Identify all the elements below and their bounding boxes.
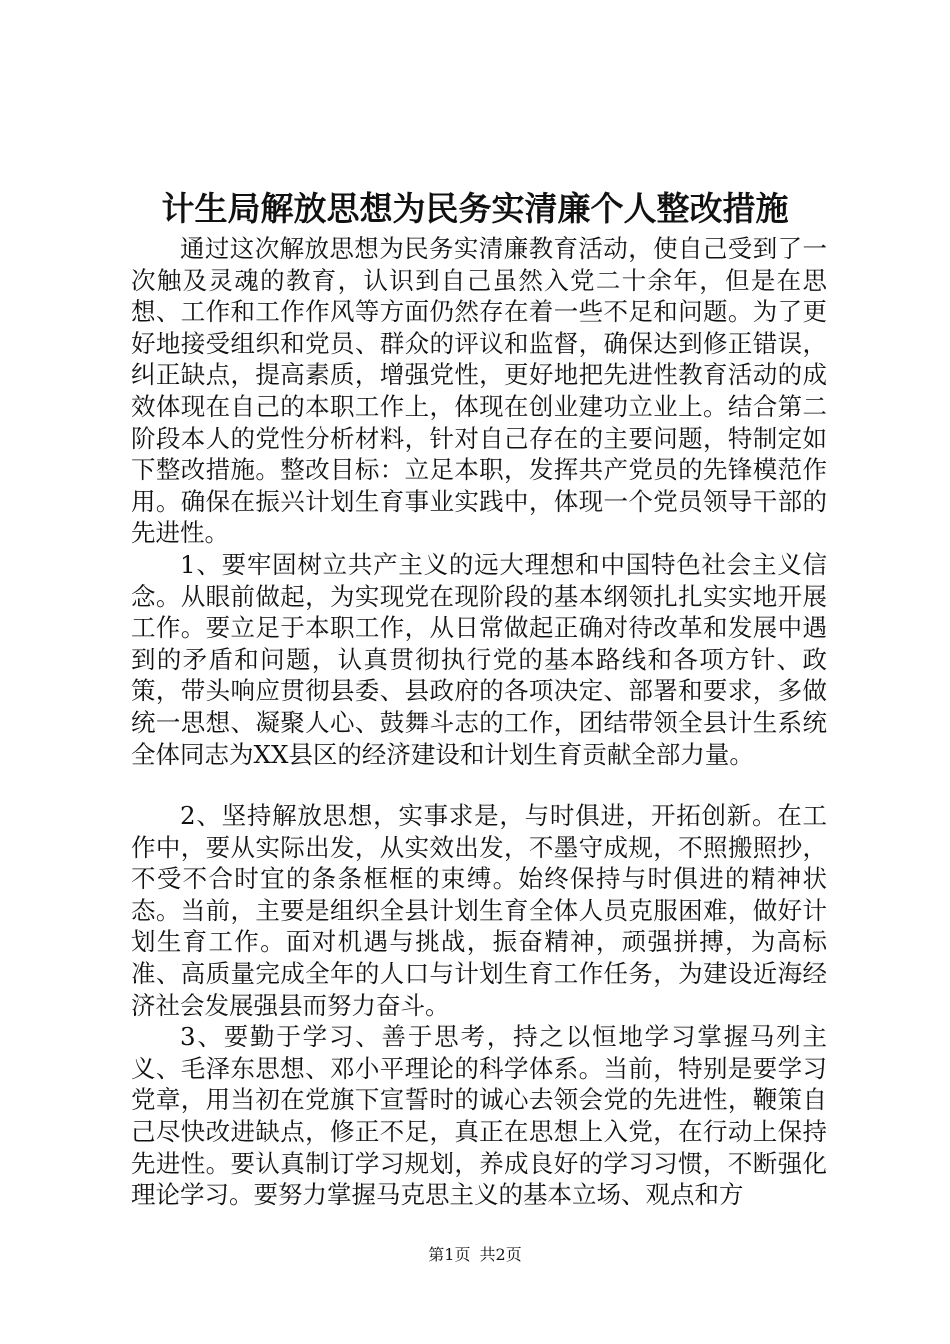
page-footer (0, 1244, 950, 1266)
paragraph-intro: 通过这次解放思想为民务实清廉教育活动，使自己受到了一次触及灵魂的教育，认识到自己虽然入党二十余年，但是在思想、工作和工作作风等方面仍然存在着一些不足和问题。为了更好地接受组织和党员、群众的评议和监督，确保达到修正错误，纠正缺点，提高素质，增强党性，更好地把先进性教育活动的成效体现在自己的本职工作上，体现在创业建功立业上。结合第二阶段本人的党性分析材料，针对自己存在的主要问题，特制定如下整改措施。整改目标：立足本职，发挥共产党员的先锋模范作用。确保在振兴计划生育事业实践中，体现一个党员领导干部的先进性。 (131, 234, 827, 548)
paragraph-spacer (131, 770, 827, 800)
page-number: 第1页 (428, 1245, 471, 1264)
paragraph-item-1: 1、要牢固树立共产主义的远大理想和中国特色社会主义信念。从眼前做起，为实现党在现阶段的基本纲领扎扎实实地开展工作。要立足于本职工作，从日常做起正确对待改革和发展中遇到的矛盾和问题，认真贯彻执行党的基本路线和各项方针、政策，带头响应贯彻县委、县政府的各项决定、部署和要求，多做统一思想、凝聚人心、鼓舞斗志的工作，团结带领全县计生系统全体同志为XX县区的经济建设和计划生育贡献全部力量。 (131, 549, 827, 769)
paragraph-item-2: 2、坚持解放思想，实事求是，与时俱进，开拓创新。在工作中，要从实际出发，从实效出发，不墨守成规，不照搬照抄，不受不合时宜的条条框框的束缚。始终保持与时俱进的精神状态。当前，主要是组织全县计划生育全体人员克服困难，做好计划生育工作。面对机遇与挑战，振奋精神，顽强拼搏，为高标准、高质量完成全年的人口与计划生育工作任务，为建设近海经济社会发展强县而努力奋斗。 (131, 801, 827, 1020)
paragraph-item-3: 3、要勤于学习、善于思考，持之以恒地学习掌握马列主义、毛泽东思想、邓小平理论的科学体系。当前，特别是要学习党章，用当初在党旗下宣誓时的诚心去领会党的先进性，鞭策自己尽快改进缺点，修正不足，真正在思想上入党，在行动上保持先进性。要认真制订学习规划，养成良好的学习习惯，不断强化理论学习。要努力掌握马克思主义的基本立场、观点和方 (131, 1022, 827, 1210)
document-body (131, 233, 827, 1211)
page-total: 共2页 (479, 1245, 522, 1264)
document-title: 计生局解放思想为民务实清廉个人整改措施 (161, 189, 789, 228)
